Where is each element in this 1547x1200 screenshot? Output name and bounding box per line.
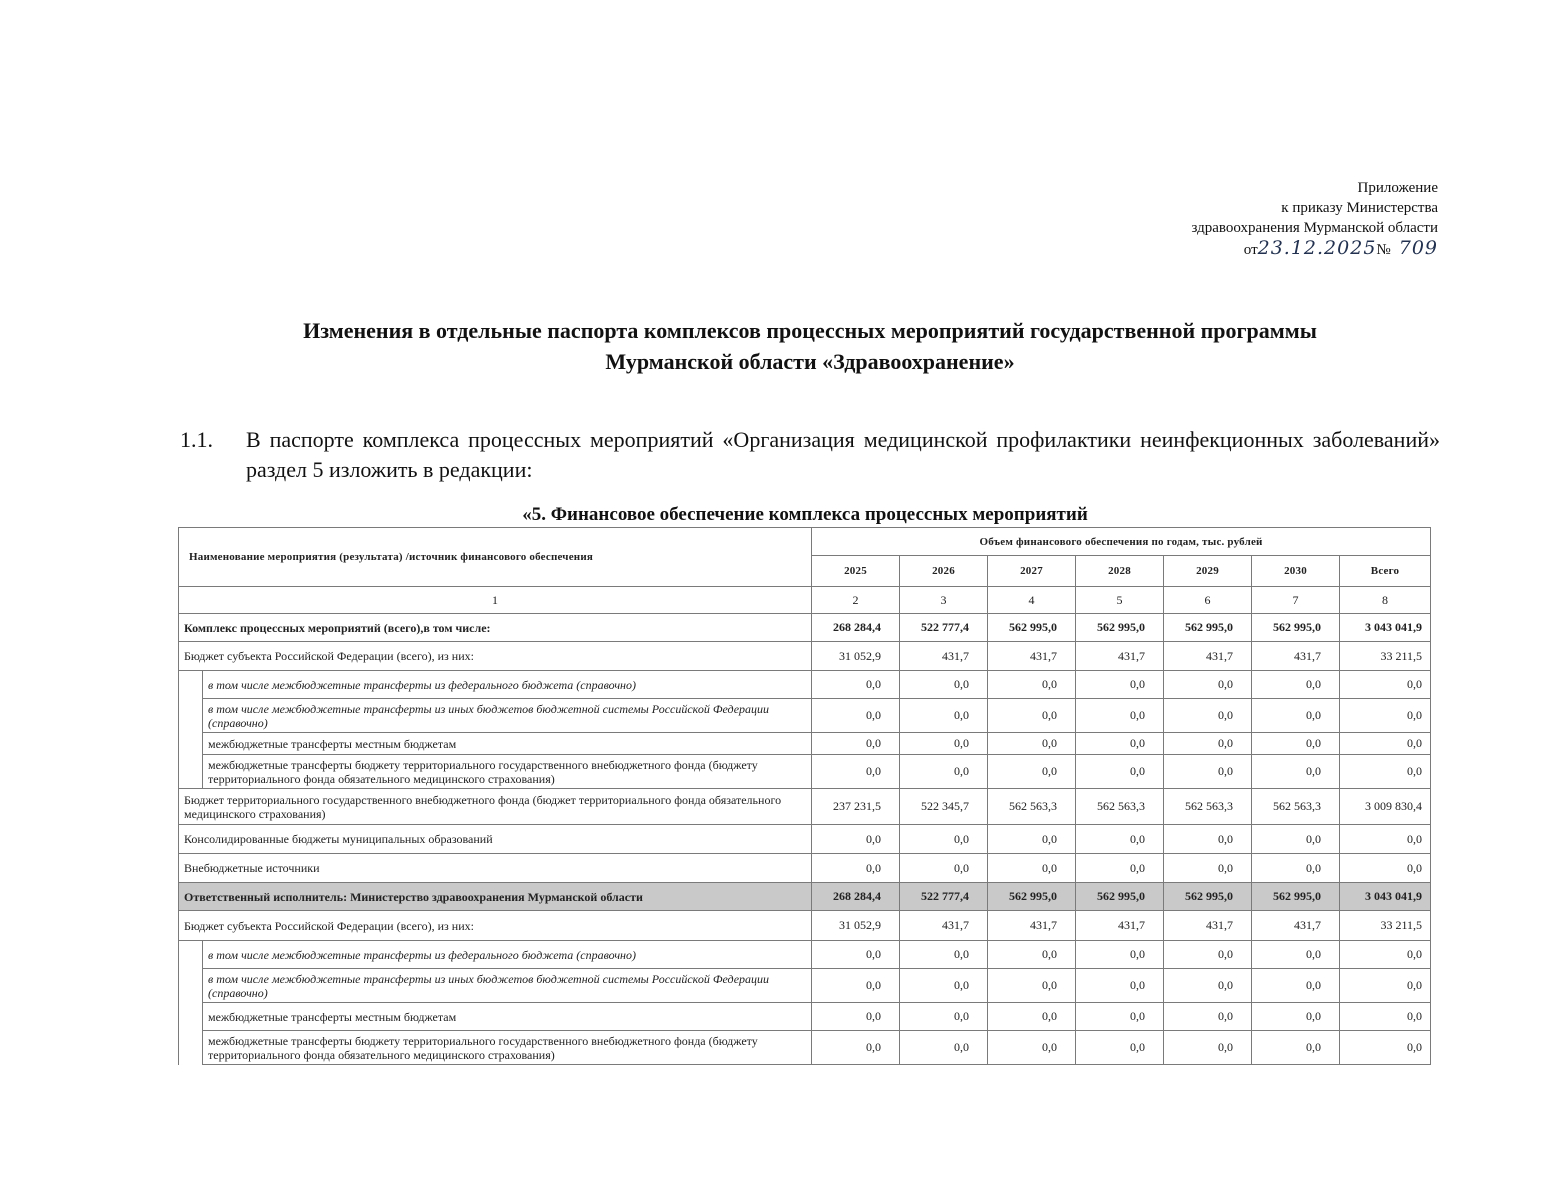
value-cell-2029: 0,0 — [1164, 969, 1252, 1003]
value-cell-2026: 522 345,7 — [900, 789, 988, 825]
value-cell-2030: 0,0 — [1252, 733, 1340, 755]
value-cell-2027: 0,0 — [988, 755, 1076, 789]
value-cell-Всего: 0,0 — [1340, 699, 1431, 733]
value-cell-2030: 0,0 — [1252, 671, 1340, 699]
row-label: Бюджет субъекта Российской Федерации (всего), из них: — [179, 911, 812, 941]
table-row — [179, 883, 1431, 911]
value-cell-2026: 522 777,4 — [900, 614, 988, 642]
value-cell-2026: 431,7 — [900, 911, 988, 941]
value-cell-2028: 431,7 — [1076, 642, 1164, 671]
value-cell-2030: 562 995,0 — [1252, 883, 1340, 911]
header-volume-cell: Объем финансового обеспечения по годам, тыс. рублей — [812, 528, 1431, 556]
value-cell-2026: 0,0 — [900, 854, 988, 883]
row-label: межбюджетные трансферты местным бюджетам — [203, 733, 812, 755]
value-cell-2026: 0,0 — [900, 1031, 988, 1065]
value-cell-2025: 268 284,4 — [812, 883, 900, 911]
column-number-3: 4 — [988, 587, 1076, 614]
indent-gutter — [179, 1003, 203, 1031]
value-cell-Всего: 0,0 — [1340, 755, 1431, 789]
value-cell-Всего: 0,0 — [1340, 825, 1431, 854]
appendix-line-2: к приказу Министерства — [1281, 200, 1438, 216]
year-header-6: Всего — [1340, 556, 1431, 587]
value-cell-2030: 431,7 — [1252, 642, 1340, 671]
value-cell-2025: 0,0 — [812, 1031, 900, 1065]
title-line-2: Мурманской области «Здравоохранение» — [605, 349, 1015, 374]
value-cell-Всего: 0,0 — [1340, 1031, 1431, 1065]
value-cell-Всего: 0,0 — [1340, 671, 1431, 699]
value-cell-2028: 0,0 — [1076, 1003, 1164, 1031]
row-label: Бюджет субъекта Российской Федерации (всего), из них: — [179, 642, 812, 671]
value-cell-2025: 268 284,4 — [812, 614, 900, 642]
value-cell-2025: 0,0 — [812, 755, 900, 789]
row-label: межбюджетные трансферты местным бюджетам — [203, 1003, 812, 1031]
handwritten-date: 23.12.2025 — [1257, 237, 1377, 259]
indent-gutter — [179, 699, 203, 733]
value-cell-Всего: 0,0 — [1340, 854, 1431, 883]
row-label: в том числе межбюджетные трансферты из иных бюджетов бюджетной системы Российской Федерации (справочно) — [203, 699, 812, 733]
value-cell-2026: 0,0 — [900, 733, 988, 755]
table-row — [179, 789, 1431, 825]
table-row — [179, 1031, 1431, 1065]
value-cell-2028: 0,0 — [1076, 755, 1164, 789]
row-label: межбюджетные трансферты бюджету территориального государственного внебюджетного фонда (бюджету территориального фонда обязательного медицинского страхования) — [203, 755, 812, 789]
amendment-paragraph — [180, 425, 1440, 485]
value-cell-2028: 0,0 — [1076, 733, 1164, 755]
value-cell-2026: 0,0 — [900, 941, 988, 969]
value-cell-2029: 562 995,0 — [1164, 883, 1252, 911]
row-label: Ответственный исполнитель: Министерство здравоохранения Мурманской области — [179, 883, 812, 911]
title-line-1: Изменения в отдельные паспорта комплексов процессных мероприятий государственной программы — [303, 318, 1317, 343]
value-cell-2030: 0,0 — [1252, 755, 1340, 789]
table-row — [179, 825, 1431, 854]
value-cell-2029: 0,0 — [1164, 733, 1252, 755]
value-cell-2027: 0,0 — [988, 854, 1076, 883]
value-cell-2026: 0,0 — [900, 1003, 988, 1031]
value-cell-2030: 0,0 — [1252, 825, 1340, 854]
value-cell-2028: 431,7 — [1076, 911, 1164, 941]
year-header-2: 2027 — [988, 556, 1076, 587]
financing-table — [178, 527, 1431, 1065]
appendix-line-1: Приложение — [1357, 180, 1438, 196]
table-row — [179, 941, 1431, 969]
value-cell-2030: 0,0 — [1252, 854, 1340, 883]
value-cell-2026: 522 777,4 — [900, 883, 988, 911]
value-cell-2027: 562 563,3 — [988, 789, 1076, 825]
value-cell-2029: 0,0 — [1164, 1003, 1252, 1031]
value-cell-2030: 0,0 — [1252, 941, 1340, 969]
year-header-0: 2025 — [812, 556, 900, 587]
table-row — [179, 854, 1431, 883]
table-row — [179, 614, 1431, 642]
value-cell-2028: 0,0 — [1076, 969, 1164, 1003]
value-cell-Всего: 0,0 — [1340, 1003, 1431, 1031]
handwritten-number: 709 — [1398, 237, 1438, 259]
order-date-number — [1191, 238, 1438, 260]
value-cell-2028: 0,0 — [1076, 825, 1164, 854]
value-cell-2026: 0,0 — [900, 671, 988, 699]
value-cell-2029: 0,0 — [1164, 755, 1252, 789]
value-cell-2028: 562 995,0 — [1076, 883, 1164, 911]
value-cell-2027: 0,0 — [988, 1003, 1076, 1031]
column-number-5: 6 — [1164, 587, 1252, 614]
section-title: «5. Финансовое обеспечение комплекса процессных мероприятий — [522, 504, 1088, 525]
column-number-2: 3 — [900, 587, 988, 614]
value-cell-2025: 237 231,5 — [812, 789, 900, 825]
value-cell-2028: 0,0 — [1076, 1031, 1164, 1065]
value-cell-Всего: 33 211,5 — [1340, 911, 1431, 941]
value-cell-2027: 431,7 — [988, 911, 1076, 941]
value-cell-2025: 0,0 — [812, 699, 900, 733]
value-cell-2027: 431,7 — [988, 642, 1076, 671]
table-row — [179, 755, 1431, 789]
document-title — [0, 315, 1547, 377]
column-number-row — [179, 587, 1431, 614]
row-label: межбюджетные трансферты бюджету территориального государственного внебюджетного фонда (бюджету территориального фонда обязательного медицинского страхования) — [203, 1031, 812, 1065]
value-cell-2029: 0,0 — [1164, 699, 1252, 733]
table-row — [179, 911, 1431, 941]
value-cell-2025: 0,0 — [812, 1003, 900, 1031]
value-cell-2030: 431,7 — [1252, 911, 1340, 941]
value-cell-2026: 0,0 — [900, 755, 988, 789]
indent-gutter — [179, 733, 203, 755]
appendix-line-3: здравоохранения Мурманской области — [1191, 220, 1438, 236]
column-number-6: 7 — [1252, 587, 1340, 614]
value-cell-2027: 562 995,0 — [988, 883, 1076, 911]
value-cell-2030: 0,0 — [1252, 1031, 1340, 1065]
paragraph-text: В паспорте комплекса процессных мероприятий «Организация медицинской профилактики неинфекционных заболеваний» раздел 5 изложить в редакции: — [246, 427, 1440, 482]
year-header-3: 2028 — [1076, 556, 1164, 587]
value-cell-2026: 0,0 — [900, 969, 988, 1003]
value-cell-2027: 0,0 — [988, 671, 1076, 699]
table-row — [179, 733, 1431, 755]
value-cell-2028: 562 995,0 — [1076, 614, 1164, 642]
value-cell-2026: 431,7 — [900, 642, 988, 671]
table-row — [179, 969, 1431, 1003]
value-cell-2028: 0,0 — [1076, 671, 1164, 699]
value-cell-2029: 431,7 — [1164, 642, 1252, 671]
year-header-4: 2029 — [1164, 556, 1252, 587]
value-cell-2029: 0,0 — [1164, 854, 1252, 883]
value-cell-2028: 0,0 — [1076, 699, 1164, 733]
value-cell-2027: 0,0 — [988, 699, 1076, 733]
indent-gutter — [179, 941, 203, 969]
value-cell-2025: 0,0 — [812, 854, 900, 883]
value-cell-2029: 431,7 — [1164, 911, 1252, 941]
value-cell-2030: 0,0 — [1252, 699, 1340, 733]
value-cell-2028: 0,0 — [1076, 941, 1164, 969]
value-cell-2027: 0,0 — [988, 969, 1076, 1003]
value-cell-2025: 0,0 — [812, 733, 900, 755]
value-cell-Всего: 3 009 830,4 — [1340, 789, 1431, 825]
value-cell-2027: 0,0 — [988, 825, 1076, 854]
row-label: в том числе межбюджетные трансферты из иных бюджетов бюджетной системы Российской Федерации (справочно) — [203, 969, 812, 1003]
row-label: Бюджет территориального государственного внебюджетного фонда (бюджет территориального фонда обязательного медицинского страхования) — [179, 789, 812, 825]
row-label: в том числе межбюджетные трансферты из федерального бюджета (справочно) — [203, 671, 812, 699]
column-number-1: 2 — [812, 587, 900, 614]
value-cell-2025: 31 052,9 — [812, 911, 900, 941]
table-row — [179, 699, 1431, 733]
value-cell-2025: 0,0 — [812, 671, 900, 699]
value-cell-2025: 0,0 — [812, 825, 900, 854]
value-cell-2027: 0,0 — [988, 941, 1076, 969]
value-cell-2026: 0,0 — [900, 699, 988, 733]
column-number-7: 8 — [1340, 587, 1431, 614]
value-cell-Всего: 3 043 041,9 — [1340, 883, 1431, 911]
value-cell-2029: 562 563,3 — [1164, 789, 1252, 825]
number-label: № — [1376, 242, 1391, 258]
paragraph-number: 1.1. — [180, 427, 213, 452]
value-cell-2025: 0,0 — [812, 941, 900, 969]
value-cell-2028: 562 563,3 — [1076, 789, 1164, 825]
indent-gutter — [179, 671, 203, 699]
value-cell-2029: 0,0 — [1164, 941, 1252, 969]
row-label: Внебюджетные источники — [179, 854, 812, 883]
value-cell-2030: 0,0 — [1252, 1003, 1340, 1031]
value-cell-2028: 0,0 — [1076, 854, 1164, 883]
value-cell-2029: 562 995,0 — [1164, 614, 1252, 642]
value-cell-2027: 0,0 — [988, 733, 1076, 755]
value-cell-Всего: 0,0 — [1340, 969, 1431, 1003]
value-cell-2030: 562 995,0 — [1252, 614, 1340, 642]
appendix-header — [1191, 178, 1438, 260]
value-cell-Всего: 33 211,5 — [1340, 642, 1431, 671]
value-cell-Всего: 0,0 — [1340, 733, 1431, 755]
value-cell-2026: 0,0 — [900, 825, 988, 854]
indent-gutter — [179, 755, 203, 789]
value-cell-2029: 0,0 — [1164, 1031, 1252, 1065]
indent-gutter — [179, 969, 203, 1003]
value-cell-2027: 0,0 — [988, 1031, 1076, 1065]
value-cell-2025: 31 052,9 — [812, 642, 900, 671]
value-cell-Всего: 0,0 — [1340, 941, 1431, 969]
header-name-cell: Наименование мероприятия (результата) /источник финансового обеспечения — [179, 528, 812, 587]
row-label: Комплекс процессных мероприятий (всего),в том числе: — [179, 614, 812, 642]
date-prefix: от — [1243, 242, 1258, 258]
value-cell-2029: 0,0 — [1164, 671, 1252, 699]
indent-gutter — [179, 1031, 203, 1065]
column-number-0: 1 — [179, 587, 812, 614]
year-header-1: 2026 — [900, 556, 988, 587]
table-row — [179, 642, 1431, 671]
row-label: Консолидированные бюджеты муниципальных образований — [179, 825, 812, 854]
value-cell-Всего: 3 043 041,9 — [1340, 614, 1431, 642]
column-number-4: 5 — [1076, 587, 1164, 614]
year-header-5: 2030 — [1252, 556, 1340, 587]
value-cell-2029: 0,0 — [1164, 825, 1252, 854]
table-row — [179, 1003, 1431, 1031]
value-cell-2030: 562 563,3 — [1252, 789, 1340, 825]
value-cell-2027: 562 995,0 — [988, 614, 1076, 642]
table-row — [179, 671, 1431, 699]
value-cell-2025: 0,0 — [812, 969, 900, 1003]
value-cell-2030: 0,0 — [1252, 969, 1340, 1003]
row-label: в том числе межбюджетные трансферты из федерального бюджета (справочно) — [203, 941, 812, 969]
